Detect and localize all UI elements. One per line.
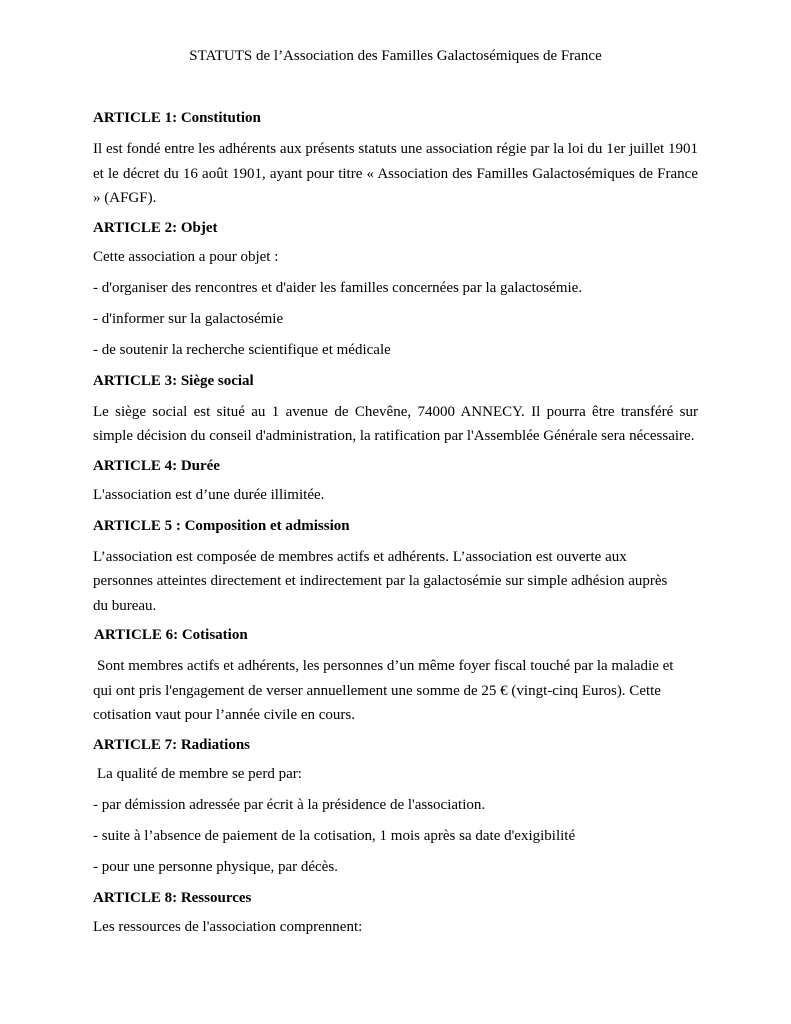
article-heading: ARTICLE 1: Constitution <box>93 110 261 126</box>
article-7 <box>93 735 698 877</box>
list-item: - d'organiser des rencontres et d'aider les familles concernées par la galactosémie. <box>93 279 583 296</box>
article-intro: Les ressources de l'association comprennent: <box>93 918 363 935</box>
text-line: L’association est composée de membres actifs et adhérents. L’association est ouverte aux <box>93 548 627 565</box>
article-6 <box>93 625 698 728</box>
article-heading: ARTICLE 8: Ressources <box>93 889 252 906</box>
article-5 <box>93 516 698 619</box>
document-title: STATUTS de l’Association des Familles Galactosémiques de France <box>189 48 602 64</box>
list-item: - d'informer sur la galactosémie <box>93 310 284 327</box>
article-heading: ARTICLE 5 : Composition et admission <box>93 517 350 534</box>
article-4 <box>93 456 698 505</box>
article-intro: La qualité de membre se perd par: <box>97 765 302 782</box>
article-8 <box>93 888 698 937</box>
article-paragraph <box>93 545 698 619</box>
article-intro: Cette association a pour objet : <box>93 248 279 265</box>
text-line: personnes atteintes directement et indirectement par la galactosémie sur simple adhésion auprès <box>93 573 668 589</box>
list-item: - par démission adressée par écrit à la présidence de l'association. <box>93 796 486 813</box>
list-item: - de soutenir la recherche scientifique et médicale <box>93 341 391 358</box>
list-item: - pour une personne physique, par décès. <box>93 858 338 875</box>
article-3 <box>93 371 698 449</box>
text-line: du bureau. <box>93 597 157 614</box>
article-heading: ARTICLE 6: Cotisation <box>94 627 248 643</box>
article-paragraph: Le siège social est situé au 1 avenue de Chevêne, 74000 ANNECY. Il pourra être transféré sur simple décision du conseil d'administration, la ratification par l'Assemblée Générale sera nécessaire. <box>93 403 698 444</box>
article-heading: ARTICLE 3: Siège social <box>93 372 254 389</box>
article-2 <box>93 218 698 360</box>
article-paragraph <box>93 654 698 728</box>
text-line: cotisation vaut pour l’année civile en cours. <box>93 707 355 723</box>
article-heading: ARTICLE 4: Durée <box>93 457 220 474</box>
article-paragraph: L'association est d’une durée illimitée. <box>93 486 325 503</box>
article-heading: ARTICLE 2: Objet <box>93 219 218 236</box>
text-line: Sont membres actifs et adhérents, les personnes d’un même foyer fiscal touché par la maladie et <box>97 658 674 674</box>
article-paragraph: Il est fondé entre les adhérents aux présents statuts une association régie par la loi du 1er juillet 1901 et le décret du 16 août 1901, ayant pour titre « Association des Familles Galactosémiques de France » (AFGF). <box>93 141 698 206</box>
text-line: qui ont pris l'engagement de verser annuellement une somme de 25 € (vingt-cinq Euros). Cette <box>93 682 661 699</box>
article-heading: ARTICLE 7: Radiations <box>93 736 251 753</box>
list-item: - suite à l’absence de paiement de la cotisation, 1 mois après sa date d'exigibilité <box>93 827 576 844</box>
document-page <box>93 46 698 948</box>
article-1 <box>93 108 698 211</box>
